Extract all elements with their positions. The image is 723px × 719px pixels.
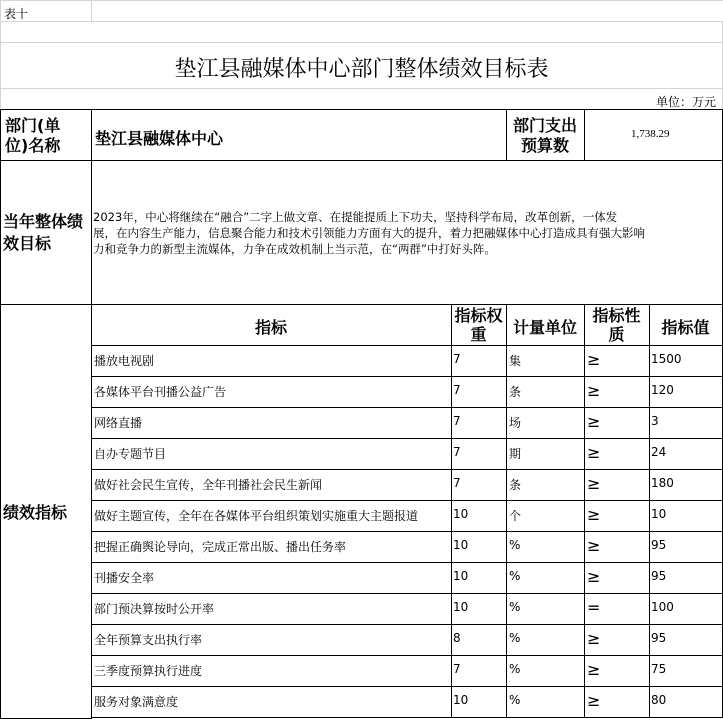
- table-cell-name: [91, 562, 452, 594]
- goal-label-cell: [0, 160, 92, 305]
- table-cell-nature: [584, 562, 650, 594]
- row-unit: 集: [509, 354, 522, 368]
- col-header-indicator: [91, 304, 452, 346]
- table-cell-name: [91, 438, 452, 470]
- budget-value-cell: [584, 109, 723, 161]
- table-cell-weight: [451, 624, 507, 656]
- row-name: 各媒体平台刊播公益广告: [94, 385, 227, 399]
- blank-row: [0, 21, 723, 43]
- table-cell-value: [649, 655, 723, 687]
- table-cell-weight: [451, 438, 507, 470]
- col-nature-line1: 指标性: [592, 306, 641, 325]
- row-name: 三季度预算执行进度: [94, 664, 203, 678]
- table-cell-value: [649, 500, 723, 532]
- row-weight: 7: [453, 352, 461, 366]
- page-title: 垫江县融媒体中心部门整体绩效目标表: [174, 57, 549, 82]
- row-unit: 条: [509, 385, 522, 399]
- row-name: 做好社会民生宣传，全年刊播社会民生新闻: [94, 478, 323, 492]
- table-cell-nature: [584, 531, 650, 563]
- table-cell-unit: [506, 500, 585, 532]
- table-cell-weight: [451, 531, 507, 563]
- goal-text-cell: [91, 160, 723, 305]
- row-unit: %: [509, 569, 521, 583]
- row-weight: 7: [453, 383, 461, 397]
- table-cell-unit: [506, 562, 585, 594]
- table-cell-weight: [451, 500, 507, 532]
- budget-label-line2: 预算数: [520, 136, 569, 155]
- row-weight: 7: [453, 662, 461, 676]
- table-cell-nature: [584, 593, 650, 625]
- row-nature: ≥: [587, 505, 601, 524]
- table-cell-weight: [451, 407, 507, 439]
- table-cell-unit: [506, 469, 585, 501]
- table-cell-weight: [451, 562, 507, 594]
- row-value: 24: [651, 445, 667, 459]
- table-cell-unit: [506, 376, 585, 408]
- table-cell-weight: [451, 655, 507, 687]
- col-weight-line2: 重: [470, 325, 487, 344]
- row-value: 1500: [651, 352, 682, 366]
- sheet-label: 表十: [4, 7, 29, 21]
- row-weight: 7: [453, 445, 461, 459]
- table-cell-nature: [584, 345, 650, 377]
- row-name: 服务对象满意度: [94, 695, 179, 709]
- row-nature: ≥: [587, 381, 601, 400]
- row-weight: 7: [453, 476, 461, 490]
- row-unit: %: [509, 662, 521, 676]
- table-cell-unit: [506, 593, 585, 625]
- row-name: 部门预决算按时公开率: [94, 602, 215, 616]
- row-value: 75: [651, 662, 667, 676]
- table-cell-name: [91, 655, 452, 687]
- title-row: [0, 42, 723, 89]
- row-value: 10: [651, 507, 667, 521]
- row-nature: ≥: [587, 660, 601, 679]
- cell-b1: [91, 0, 723, 22]
- table-cell-name: [91, 624, 452, 656]
- row-nature: ≥: [587, 691, 601, 710]
- table-cell-weight: [451, 593, 507, 625]
- goal-text-line3: 力和竞争力的新型主流媒体，力争在成效机制上当示范，在“两群”中打好头阵。: [93, 242, 496, 256]
- budget-value: 1,738.29: [631, 128, 670, 140]
- row-weight: 10: [453, 538, 469, 552]
- table-cell-nature: [584, 438, 650, 470]
- dept-label-line2: 位)名称: [5, 136, 61, 155]
- row-weight: 7: [453, 414, 461, 428]
- row-weight: 10: [453, 507, 469, 521]
- goal-label-line2: 效目标: [3, 234, 52, 253]
- row-weight: 8: [453, 631, 461, 645]
- table-cell-nature: [584, 376, 650, 408]
- table-cell-weight: [451, 376, 507, 408]
- row-unit: %: [509, 600, 521, 614]
- table-cell-value: [649, 469, 723, 501]
- table-cell-weight: [451, 469, 507, 501]
- dept-label-line1: 部门(单: [5, 116, 61, 135]
- table-cell-name: [91, 686, 452, 718]
- dept-name-cell: [91, 109, 507, 161]
- row-unit: %: [509, 631, 521, 645]
- table-cell-value: [649, 531, 723, 563]
- table-cell-value: [649, 562, 723, 594]
- row-unit: %: [509, 538, 521, 552]
- table-cell-unit: [506, 345, 585, 377]
- budget-label-cell: [506, 109, 585, 161]
- table-cell-name: [91, 593, 452, 625]
- table-cell-nature: [584, 686, 650, 718]
- row-value: 95: [651, 538, 667, 552]
- row-value: 100: [651, 600, 674, 614]
- row-value: 95: [651, 631, 667, 645]
- table-cell-unit: [506, 686, 585, 718]
- row-value: 180: [651, 476, 674, 490]
- table-cell-value: [649, 376, 723, 408]
- table-cell-weight: [451, 686, 507, 718]
- table-cell-nature: [584, 624, 650, 656]
- col-header-weight: [451, 304, 507, 346]
- row-nature: ≥: [587, 629, 601, 648]
- col-nature-line2: 质: [608, 325, 625, 344]
- table-cell-name: [91, 376, 452, 408]
- row-name: 刊播安全率: [94, 571, 155, 585]
- table-cell-nature: [584, 655, 650, 687]
- dept-name: 垫江县融媒体中心: [95, 129, 224, 148]
- row-nature: ≥: [587, 443, 601, 462]
- col-header-nature: [584, 304, 650, 346]
- row-unit: 场: [509, 416, 522, 430]
- table-cell-nature: [584, 469, 650, 501]
- table-cell-nature: [584, 407, 650, 439]
- row-nature: ≥: [587, 412, 601, 431]
- table-cell-value: [649, 407, 723, 439]
- row-weight: 10: [453, 569, 469, 583]
- row-nature: ≥: [587, 474, 601, 493]
- row-unit: 期: [509, 447, 522, 461]
- table-cell-value: [649, 686, 723, 718]
- row-name: 自办专题节目: [94, 447, 167, 461]
- table-cell-value: [649, 345, 723, 377]
- row-name: 网络直播: [94, 416, 143, 430]
- table-cell-unit: [506, 655, 585, 687]
- table-cell-name: [91, 407, 452, 439]
- row-name: 做好主题宣传，全年在各媒体平台组织策划实施重大主题报道: [94, 509, 419, 523]
- row-weight: 10: [453, 693, 469, 707]
- col-indicator-label: 指标: [254, 318, 287, 337]
- row-unit: %: [509, 693, 521, 707]
- col-unit-label: 计量单位: [512, 318, 577, 337]
- unit-row: [0, 88, 723, 110]
- table-cell-name: [91, 531, 452, 563]
- row-unit: 个: [509, 509, 522, 523]
- table-cell-nature: [584, 500, 650, 532]
- row-nature: ≥: [587, 350, 601, 369]
- table-cell-unit: [506, 438, 585, 470]
- table-cell-name: [91, 345, 452, 377]
- row-nature: ≥: [587, 567, 601, 586]
- table-cell-unit: [506, 407, 585, 439]
- perf-label: 绩效指标: [3, 503, 68, 522]
- dept-label-cell: [0, 109, 92, 161]
- row-weight: 10: [453, 600, 469, 614]
- unit-label: 单位：万元: [655, 95, 716, 109]
- row-nature: ≥: [587, 536, 601, 555]
- table-cell-unit: [506, 624, 585, 656]
- col-value-label: 指标值: [661, 318, 710, 337]
- table-cell-value: [649, 593, 723, 625]
- table-cell-weight: [451, 345, 507, 377]
- row-value: 120: [651, 383, 674, 397]
- row-value: 3: [651, 414, 659, 428]
- row-name: 全年预算支出执行率: [94, 633, 203, 647]
- goal-text-line1: 2023年，中心将继续在“融合”二字上做文章、在提能提质上下功夫，坚持科学布局，改革创新，一体发: [93, 210, 618, 224]
- perf-label-cell: [0, 304, 92, 719]
- col-weight-line1: 指标权: [454, 306, 503, 325]
- row-name: 播放电视剧: [94, 354, 155, 368]
- row-value: 95: [651, 569, 667, 583]
- goal-text-line2: 展，在内容生产能力，信息聚合能力和技术引领能力方面有大的提升，着力把融媒体中心打造成具有强大影响: [93, 226, 645, 240]
- col-header-unit: [506, 304, 585, 346]
- row-nature: =: [587, 598, 601, 617]
- cell-a1: [0, 0, 92, 22]
- goal-label-line1: 当年整体绩: [3, 212, 84, 231]
- table-cell-name: [91, 500, 452, 532]
- table-cell-unit: [506, 531, 585, 563]
- budget-label-line1: 部门支出: [512, 116, 577, 135]
- table-cell-value: [649, 438, 723, 470]
- row-name: 把握正确舆论导向，完成正常出版、播出任务率: [94, 540, 347, 554]
- col-header-value: [649, 304, 723, 346]
- row-value: 80: [651, 693, 667, 707]
- row-unit: 条: [509, 478, 522, 492]
- table-cell-value: [649, 624, 723, 656]
- table-cell-name: [91, 469, 452, 501]
